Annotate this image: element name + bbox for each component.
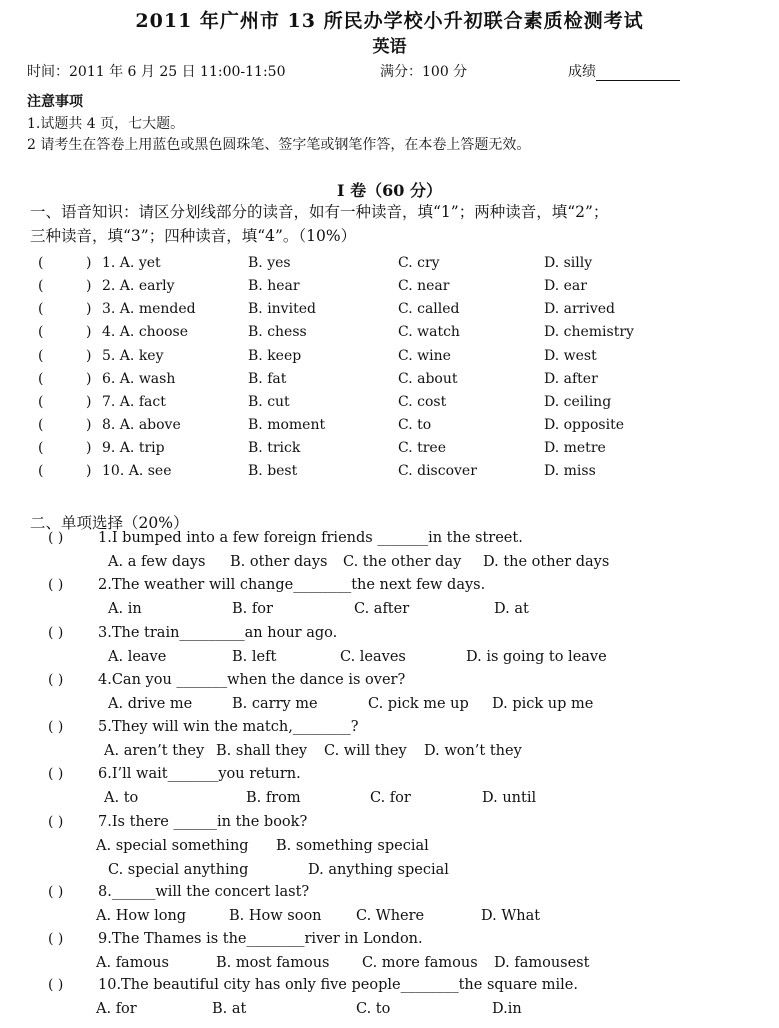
answer-paren[interactable]: ( ) <box>48 931 64 947</box>
answer-option: C. leaves <box>340 649 406 665</box>
question-text: 9.The Thames is the________river in London. <box>98 931 423 947</box>
option-a: 3. A. mended <box>102 301 196 317</box>
option-c: C. about <box>398 371 458 387</box>
answer-option: B. most famous <box>216 955 330 971</box>
phonetics-item <box>0 417 779 439</box>
option-c: C. cry <box>398 255 440 271</box>
answer-paren[interactable]: ( ) <box>48 625 64 641</box>
option-d: D. opposite <box>544 417 624 433</box>
option-c: C. watch <box>398 324 460 340</box>
answer-option: C. after <box>354 601 410 617</box>
option-d: D. arrived <box>544 301 615 317</box>
answer-option: C. more famous <box>362 955 478 971</box>
answer-option: C. will they <box>324 743 407 759</box>
answer-option: A. aren’t they <box>104 743 205 759</box>
option-b: B. hear <box>248 278 300 294</box>
answer-option: D. at <box>494 601 529 617</box>
answer-paren-close: ) <box>86 301 92 317</box>
option-c: C. near <box>398 278 450 294</box>
option-b: B. invited <box>248 301 316 317</box>
phonetics-item <box>0 278 779 300</box>
option-a: 4. A. choose <box>102 324 189 340</box>
answer-paren[interactable]: ( ) <box>48 672 64 688</box>
answer-paren-open[interactable]: ( <box>38 255 44 271</box>
option-c: C. called <box>398 301 460 317</box>
section2-title: 二、单项选择（20%） <box>30 514 189 532</box>
phonetics-item <box>0 440 779 462</box>
answer-option: C. the other day <box>343 554 462 570</box>
answer-paren-open[interactable]: ( <box>38 440 44 456</box>
option-a: 9. A. trip <box>102 440 165 456</box>
phonetics-item <box>0 463 779 485</box>
answer-paren-close: ) <box>86 371 92 387</box>
answer-paren[interactable]: ( ) <box>48 814 64 830</box>
answer-paren-open[interactable]: ( <box>38 278 44 294</box>
option-d: D. ear <box>544 278 587 294</box>
volume-title: I 卷（60 分） <box>337 181 442 200</box>
answer-paren-open[interactable]: ( <box>38 463 44 479</box>
answer-option: D. What <box>481 908 541 924</box>
score-field <box>568 61 680 81</box>
answer-option: D. pick up me <box>492 696 594 712</box>
answer-paren-close: ) <box>86 324 92 340</box>
phonetics-item <box>0 348 779 370</box>
question-text: 6.I’ll wait_______you return. <box>98 766 301 782</box>
answer-option: D. anything special <box>308 862 449 878</box>
question-text: 3.The train_________an hour ago. <box>98 625 338 641</box>
option-a: 2. A. early <box>102 278 175 294</box>
answer-option: B. other days <box>230 554 328 570</box>
answer-option: B. carry me <box>232 696 318 712</box>
answer-option: C. special anything <box>108 862 249 878</box>
exam-time: 时间：2011 年 6 月 25 日 11:00-11:50 <box>27 64 286 80</box>
answer-paren[interactable]: ( ) <box>48 884 64 900</box>
answer-option: A. leave <box>108 649 167 665</box>
answer-option: B. left <box>232 649 277 665</box>
answer-paren-close: ) <box>86 278 92 294</box>
answer-paren-close: ) <box>86 463 92 479</box>
option-a: 6. A. wash <box>102 371 176 387</box>
option-a: 8. A. above <box>102 417 181 433</box>
option-b: B. trick <box>248 440 301 456</box>
option-d: D. ceiling <box>544 394 612 410</box>
score-blank <box>596 66 680 81</box>
option-b: B. cut <box>248 394 290 410</box>
option-d: D. west <box>544 348 597 364</box>
phonetics-item <box>0 301 779 323</box>
option-b: B. yes <box>248 255 291 271</box>
option-c: C. discover <box>398 463 477 479</box>
phonetics-item <box>0 371 779 393</box>
answer-option: B. something special <box>276 838 429 854</box>
answer-option: B. for <box>232 601 273 617</box>
notice-item: 2 请考生在答卷上用蓝色或黑色圆珠笔、签字笔或钢笔作答，在本卷上答题无效。 <box>27 137 531 153</box>
option-c: C. to <box>398 417 432 433</box>
answer-paren-open[interactable]: ( <box>38 417 44 433</box>
answer-paren[interactable]: ( ) <box>48 530 64 546</box>
answer-option: D. is going to leave <box>466 649 607 665</box>
option-b: B. keep <box>248 348 302 364</box>
phonetics-item <box>0 394 779 416</box>
answer-option: D. the other days <box>483 554 610 570</box>
phonetics-item <box>0 255 779 277</box>
question-text: 8.______will the concert last? <box>98 884 310 900</box>
option-c: C. wine <box>398 348 451 364</box>
question-text: 10.The beautiful city has only five people________the square mile. <box>98 977 578 993</box>
answer-paren[interactable]: ( ) <box>48 719 64 735</box>
option-b: B. moment <box>248 417 326 433</box>
answer-paren-open[interactable]: ( <box>38 394 44 410</box>
option-d: D. chemistry <box>544 324 634 340</box>
answer-paren-open[interactable]: ( <box>38 371 44 387</box>
option-a: 1. A. yet <box>102 255 161 271</box>
answer-paren-open[interactable]: ( <box>38 301 44 317</box>
option-a: 5. A. key <box>102 348 164 364</box>
answer-paren-close: ) <box>86 394 92 410</box>
answer-option: C. Where <box>356 908 425 924</box>
answer-paren[interactable]: ( ) <box>48 766 64 782</box>
option-a: 7. A. fact <box>102 394 166 410</box>
answer-option: A. famous <box>96 955 169 971</box>
exam-title: 2011 年广州市 13 所民办学校小升初联合素质检测考试 <box>135 10 644 32</box>
option-c: C. tree <box>398 440 447 456</box>
answer-option: A. for <box>96 1001 137 1017</box>
option-a: 10. A. see <box>102 463 172 479</box>
answer-option: B. at <box>212 1001 247 1017</box>
notice-item: 1.试题共 4 页，七大题。 <box>27 116 185 132</box>
answer-option: D. famousest <box>494 955 590 971</box>
option-d: D. metre <box>544 440 606 456</box>
option-b: B. fat <box>248 371 287 387</box>
question-text: 5.They will win the match,________? <box>98 719 359 735</box>
answer-option: D.in <box>492 1001 522 1017</box>
answer-paren[interactable]: ( ) <box>48 977 64 993</box>
score-label: 成绩 <box>568 64 596 80</box>
question-text: 2.The weather will change________the next few days. <box>98 577 486 593</box>
option-d: D. silly <box>544 255 593 271</box>
answer-option: A. in <box>108 601 142 617</box>
answer-paren-close: ) <box>86 255 92 271</box>
answer-option: A. to <box>104 790 139 806</box>
phonetics-item <box>0 324 779 346</box>
answer-paren-close: ) <box>86 348 92 364</box>
answer-option: B. shall they <box>216 743 308 759</box>
answer-option: C. pick me up <box>368 696 469 712</box>
question-text: 1.I bumped into a few foreign friends _______in the street. <box>98 530 523 546</box>
answer-option: A. special something <box>96 838 249 854</box>
answer-option: A. drive me <box>108 696 193 712</box>
option-b: B. best <box>248 463 298 479</box>
full-score: 满分：100 分 <box>380 64 468 80</box>
answer-paren-open[interactable]: ( <box>38 324 44 340</box>
notice-heading: 注意事项 <box>27 94 83 110</box>
exam-subject: 英语 <box>372 37 407 57</box>
answer-option: D. won’t they <box>424 743 522 759</box>
answer-paren-close: ) <box>86 440 92 456</box>
section1-title: 一、语音知识：请区分划线部分的读音，如有一种读音，填“1”；两种读音，填“2”； <box>30 203 609 221</box>
answer-option: D. until <box>482 790 537 806</box>
answer-option: A. How long <box>96 908 187 924</box>
answer-option: B. from <box>246 790 301 806</box>
section1-title-cont: 三种读音，填“3”；四种读音，填“4”。（10%） <box>30 227 357 245</box>
answer-option: A. a few days <box>108 554 206 570</box>
option-c: C. cost <box>398 394 447 410</box>
option-d: D. miss <box>544 463 596 479</box>
answer-option: B. How soon <box>229 908 322 924</box>
answer-option: C. to <box>356 1001 391 1017</box>
question-text: 7.Is there ______in the book? <box>98 814 308 830</box>
question-text: 4.Can you _______when the dance is over? <box>98 672 406 688</box>
answer-option: C. for <box>370 790 411 806</box>
option-b: B. chess <box>248 324 307 340</box>
option-d: D. after <box>544 371 598 387</box>
answer-paren-close: ) <box>86 417 92 433</box>
answer-paren[interactable]: ( ) <box>48 577 64 593</box>
answer-paren-open[interactable]: ( <box>38 348 44 364</box>
